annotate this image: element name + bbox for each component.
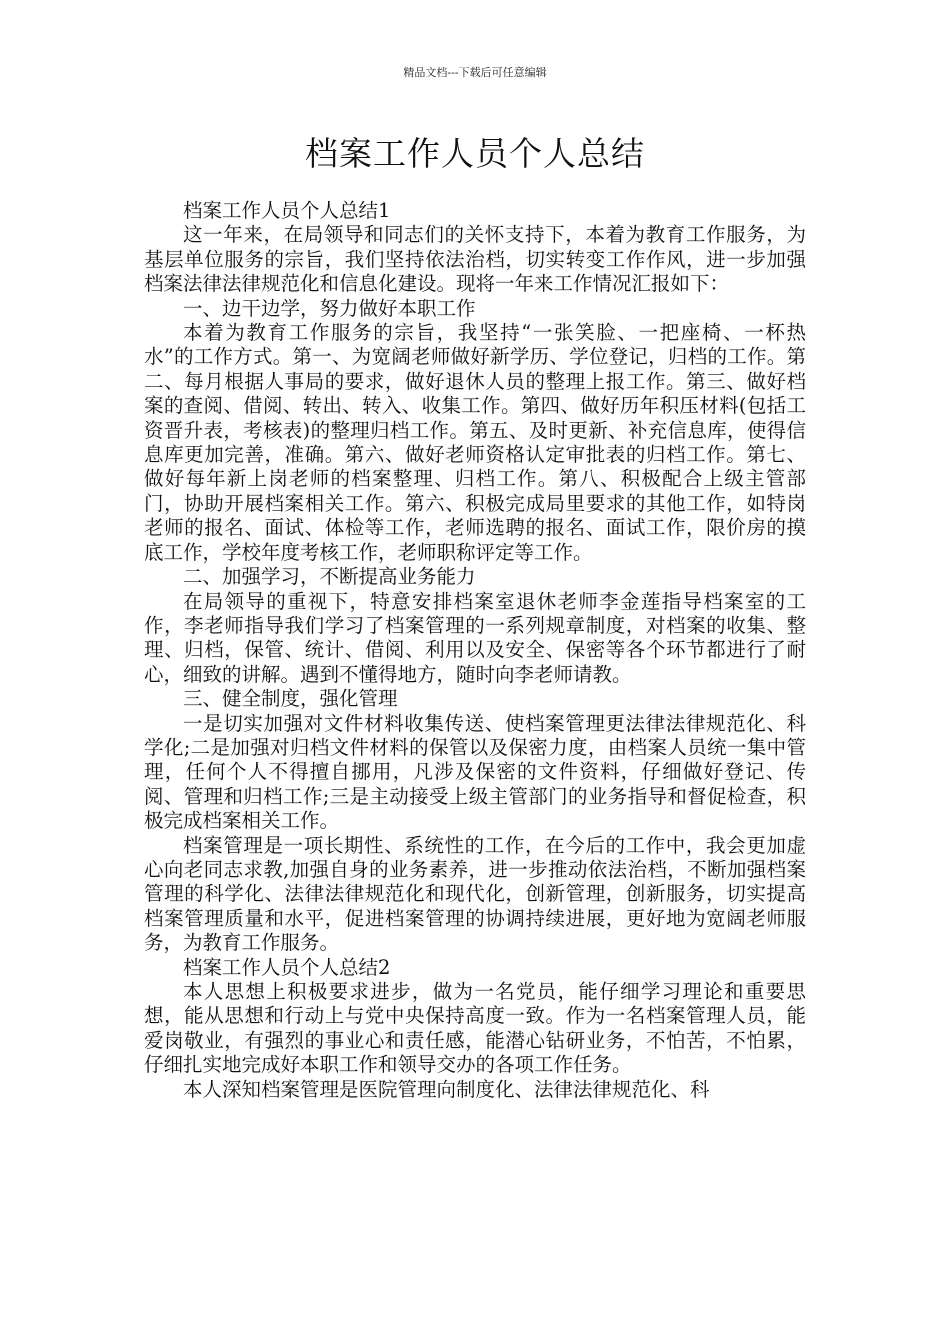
section-heading: 三、健全制度，强化管理 — [183, 687, 398, 711]
document-body — [144, 199, 806, 1102]
section-heading: 档案工作人员个人总结2 — [183, 955, 391, 979]
body-paragraph: 在局领导的重视下，特意安排档案室退休老师李金莲指导档案室的工作，李老师指导我们学习了档案管理的一系列规章制度，对档案的收集、整理、归档，保管、统计、借阅、利用以及安全、保密等各个环节都进行了耐心，细致的讲解。遇到不懂得地方，随时向李老师请教。 — [144, 589, 806, 686]
body-paragraph: 本人思想上积极要求进步，做为一名党员，能仔细学习理论和重要思想，能从思想和行动上与党中央保持高度一致。作为一名档案管理人员，能爱岗敬业，有强烈的事业心和责任感，能潜心钻研业务，不怕苦，不怕累，仔细扎实地完成好本职工作和领导交办的各项工作任务。 — [144, 980, 806, 1077]
body-paragraph: 这一年来，在局领导和同志们的关怀支持下，本着为教育工作服务，为基层单位服务的宗旨，我们坚持依法治档，切实转变工作作风，进一步加强档案法律法律规范化和信息化建设。现将一年来工作情况汇报如下： — [144, 223, 806, 296]
body-paragraph: 本人深知档案管理是医院管理向制度化、法律法律规范化、科 — [183, 1077, 710, 1101]
header-note: 精品文档---下载后可任意编辑 — [403, 66, 547, 79]
section-heading: 档案工作人员个人总结1 — [183, 199, 391, 222]
body-paragraph: 一是切实加强对文件材料收集传送、使档案管理更法律法律规范化、科学化;二是加强对归档文件材料的保管以及保密力度，由档案人员统一集中管理，任何个人不得擅自挪用，凡涉及保密的文件资料，仔细做好登记、传阅、管理和归档工作;三是主动接受上级主管部门的业务指导和督促检查，积极完成档案相关工作。 — [144, 711, 806, 833]
section-heading: 二、加强学习，不断提高业务能力 — [183, 565, 476, 589]
section-heading: 一、边干边学，努力做好本职工作 — [183, 296, 476, 320]
document-title: 档案工作人员个人总结 — [305, 134, 645, 173]
body-paragraph: 本着为教育工作服务的宗旨，我坚持“一张笑脸、一把座椅、一杯热水”的工作方式。第一、为宽阔老师做好新学历、学位登记，归档的工作。第二、每月根据人事局的要求，做好退休人员的整理上报工作。第三、做好档案的查阅、借阅、转出、转入、收集工作。第四、做好历年积压材料(包括工资晋升表，考核表)的整理归档工作。第五、及时更新、补充信息库，使得信息库更加完善，准确。第六、做好老师资格认定审批表的归档工作。第七、做好每年新上岗老师的档案整理、归档工作。第八、积极配合上级主管部门，协助开展档案相关工作。第六、积极完成局里要求的其他工作，如特岗老师的报名、面试、体检等工作，老师选聘的报名、面试工作，限价房的摸底工作，学校年度考核工作，老师职称评定等工作。 — [144, 321, 806, 564]
body-paragraph: 档案管理是一项长期性、系统性的工作，在今后的工作中，我会更加虚心向老同志求教,加强自身的业务素养，进一步推动依法治档，不断加强档案管理的科学化、法律法律规范化和现代化，创新管理，创新服务，切实提高档案管理质量和水平，促进档案管理的协调持续进展，更好地为宽阔老师服务，为教育工作服务。 — [144, 833, 806, 955]
